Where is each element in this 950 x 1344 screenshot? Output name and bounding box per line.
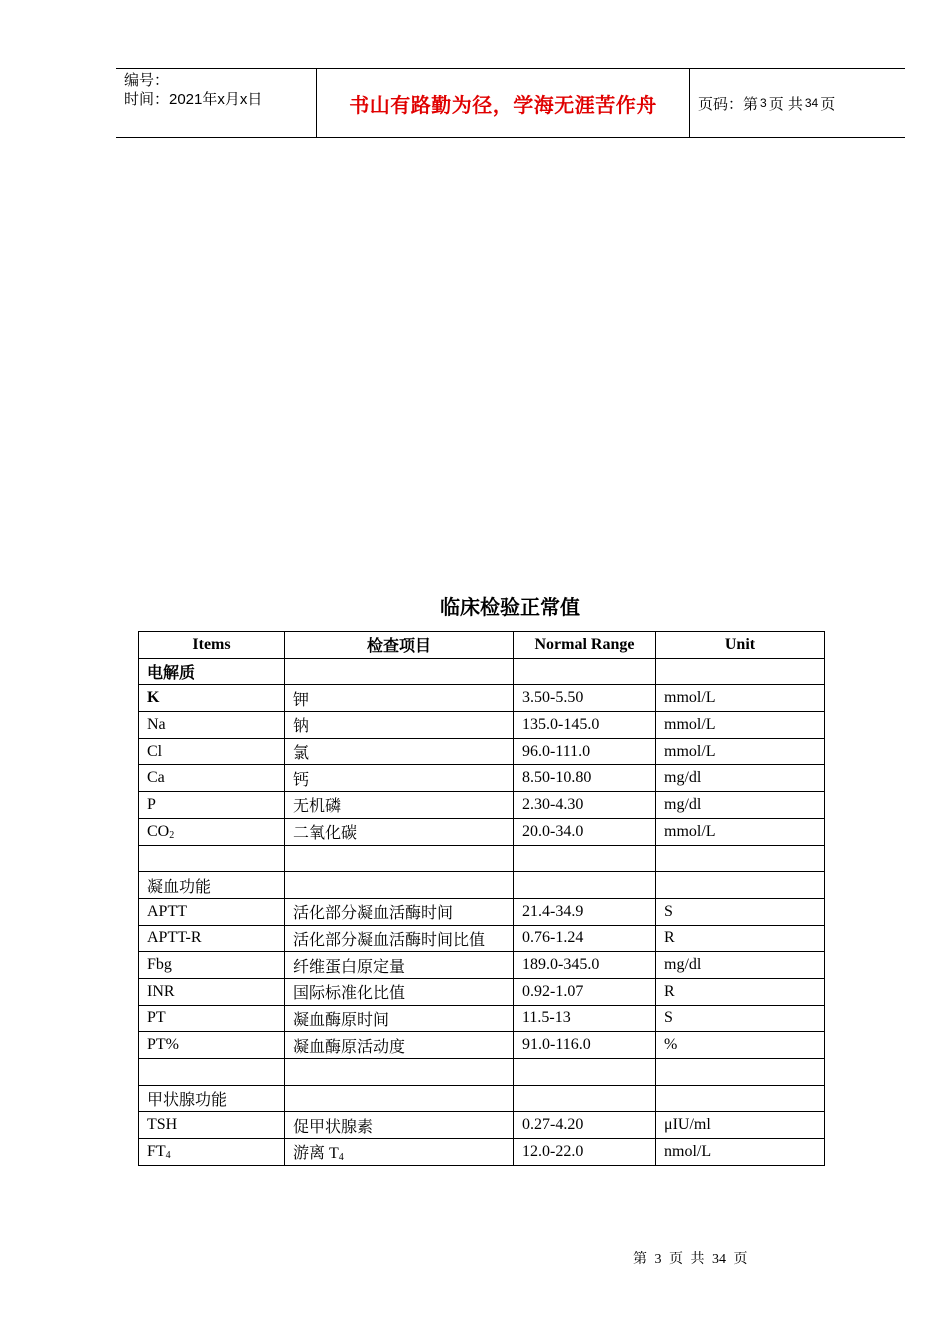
normal-values-table: [138, 631, 825, 1166]
page-footer: 第 3 页 共 34 页: [633, 1252, 748, 1267]
name-cell: 钠: [285, 712, 514, 739]
unit-cell: %: [656, 1032, 825, 1059]
item-cell: [139, 818, 285, 845]
table-row: [139, 818, 825, 845]
item-cell: 甲状腺功能: [139, 1085, 285, 1112]
range-cell: 8.50-10.80: [514, 765, 656, 792]
item-text: CO: [147, 822, 170, 840]
table-row: [139, 872, 825, 899]
name-cell: 凝血酶原时间: [285, 1005, 514, 1032]
unit-cell: mg/dl: [656, 792, 825, 819]
item-cell: APTT-R: [139, 925, 285, 952]
table-row: [139, 738, 825, 765]
unit-cell: [656, 658, 825, 685]
item-cell: APTT: [139, 898, 285, 925]
unit-cell: mmol/L: [656, 818, 825, 845]
unit-cell: mmol/L: [656, 738, 825, 765]
table-row: [139, 978, 825, 1005]
table-row: [139, 952, 825, 979]
page-current: 3: [760, 96, 767, 110]
name-cell: [285, 845, 514, 872]
range-cell: [514, 1085, 656, 1112]
unit-cell: mmol/L: [656, 685, 825, 712]
page-label: 页码：第: [698, 95, 759, 113]
item-cell: Ca: [139, 765, 285, 792]
table-row: [139, 1032, 825, 1059]
item-cell: Cl: [139, 738, 285, 765]
name-cell: 钙: [285, 765, 514, 792]
range-cell: 3.50-5.50: [514, 685, 656, 712]
unit-cell: [656, 845, 825, 872]
item-cell: 电解质: [139, 658, 285, 685]
table-row: [139, 898, 825, 925]
unit-cell: [656, 1085, 825, 1112]
table-row: [139, 925, 825, 952]
item-cell: Na: [139, 712, 285, 739]
page-end: 页: [820, 95, 836, 113]
motto: 书山有路勤为径，学海无涯苦作舟: [316, 69, 690, 137]
range-cell: 189.0-345.0: [514, 952, 656, 979]
range-cell: 11.5-13: [514, 1005, 656, 1032]
table-header-row: [139, 632, 825, 659]
table-row-empty: [139, 845, 825, 872]
name-cell: 二氧化碳: [285, 818, 514, 845]
range-cell: [514, 845, 656, 872]
range-cell: 20.0-34.0: [514, 818, 656, 845]
range-cell: [514, 658, 656, 685]
range-cell: 12.0-22.0: [514, 1139, 656, 1166]
page-header: [116, 68, 905, 138]
unit-cell: μIU/ml: [656, 1112, 825, 1139]
range-cell: 135.0-145.0: [514, 712, 656, 739]
header-left-cell: [116, 69, 316, 137]
unit-cell: R: [656, 978, 825, 1005]
item-cell: [139, 1139, 285, 1166]
name-cell: 活化部分凝血活酶时间: [285, 898, 514, 925]
item-cell: K: [139, 685, 285, 712]
item-cell: Fbg: [139, 952, 285, 979]
name-cell: [285, 1059, 514, 1086]
item-cell: P: [139, 792, 285, 819]
item-cell: PT%: [139, 1032, 285, 1059]
name-cell: [285, 872, 514, 899]
range-cell: [514, 1059, 656, 1086]
document-title: 临床检验正常值: [440, 595, 580, 619]
item-text: FT: [147, 1142, 166, 1160]
name-cell: [285, 1085, 514, 1112]
range-cell: 2.30-4.30: [514, 792, 656, 819]
number-label: 编号：: [124, 72, 170, 89]
table-row: [139, 1139, 825, 1166]
header-items: Items: [139, 632, 285, 659]
name-text: 游离 T: [293, 1145, 339, 1163]
item-cell: 凝血功能: [139, 872, 285, 899]
unit-cell: mg/dl: [656, 765, 825, 792]
name-cell: 活化部分凝血活酶时间比值: [285, 925, 514, 952]
table-row: [139, 1085, 825, 1112]
item-cell: PT: [139, 1005, 285, 1032]
item-subscript: 4: [165, 1149, 171, 1161]
range-cell: 0.27-4.20: [514, 1112, 656, 1139]
range-cell: 21.4-34.9: [514, 898, 656, 925]
name-cell: 无机磷: [285, 792, 514, 819]
name-cell: 凝血酶原活动度: [285, 1032, 514, 1059]
item-cell: [139, 845, 285, 872]
table-row: [139, 1005, 825, 1032]
page-mid: 页 共: [768, 95, 803, 113]
item-subscript: 2: [169, 829, 175, 841]
header-normal-range: Normal Range: [514, 632, 656, 659]
item-cell: TSH: [139, 1112, 285, 1139]
item-cell: INR: [139, 978, 285, 1005]
name-cell: 纤维蛋白原定量: [285, 952, 514, 979]
range-cell: 0.92-1.07: [514, 978, 656, 1005]
table-row: [139, 792, 825, 819]
range-cell: 91.0-116.0: [514, 1032, 656, 1059]
unit-cell: S: [656, 1005, 825, 1032]
range-cell: [514, 872, 656, 899]
unit-cell: mmol/L: [656, 712, 825, 739]
name-cell: 钾: [285, 685, 514, 712]
range-cell: 0.76-1.24: [514, 925, 656, 952]
name-cell: 国际标准化比值: [285, 978, 514, 1005]
unit-cell: nmol/L: [656, 1139, 825, 1166]
table-row: [139, 658, 825, 685]
table-row: [139, 712, 825, 739]
name-subscript: 4: [338, 1152, 344, 1164]
header-unit: Unit: [656, 632, 825, 659]
unit-cell: S: [656, 898, 825, 925]
page-total: 34: [804, 96, 819, 110]
range-cell: 96.0-111.0: [514, 738, 656, 765]
page-info: [690, 69, 905, 137]
unit-cell: [656, 872, 825, 899]
time-label: 时间：2021年x月x日: [124, 91, 263, 108]
name-cell: [285, 658, 514, 685]
item-cell: [139, 1059, 285, 1086]
header-check-item: 检查项目: [285, 632, 514, 659]
unit-cell: mg/dl: [656, 952, 825, 979]
name-cell: [285, 1139, 514, 1166]
table-row: [139, 685, 825, 712]
table-row: [139, 765, 825, 792]
unit-cell: [656, 1059, 825, 1086]
unit-cell: R: [656, 925, 825, 952]
name-cell: 氯: [285, 738, 514, 765]
name-cell: 促甲状腺素: [285, 1112, 514, 1139]
table-row: [139, 1112, 825, 1139]
table-row-empty: [139, 1059, 825, 1086]
